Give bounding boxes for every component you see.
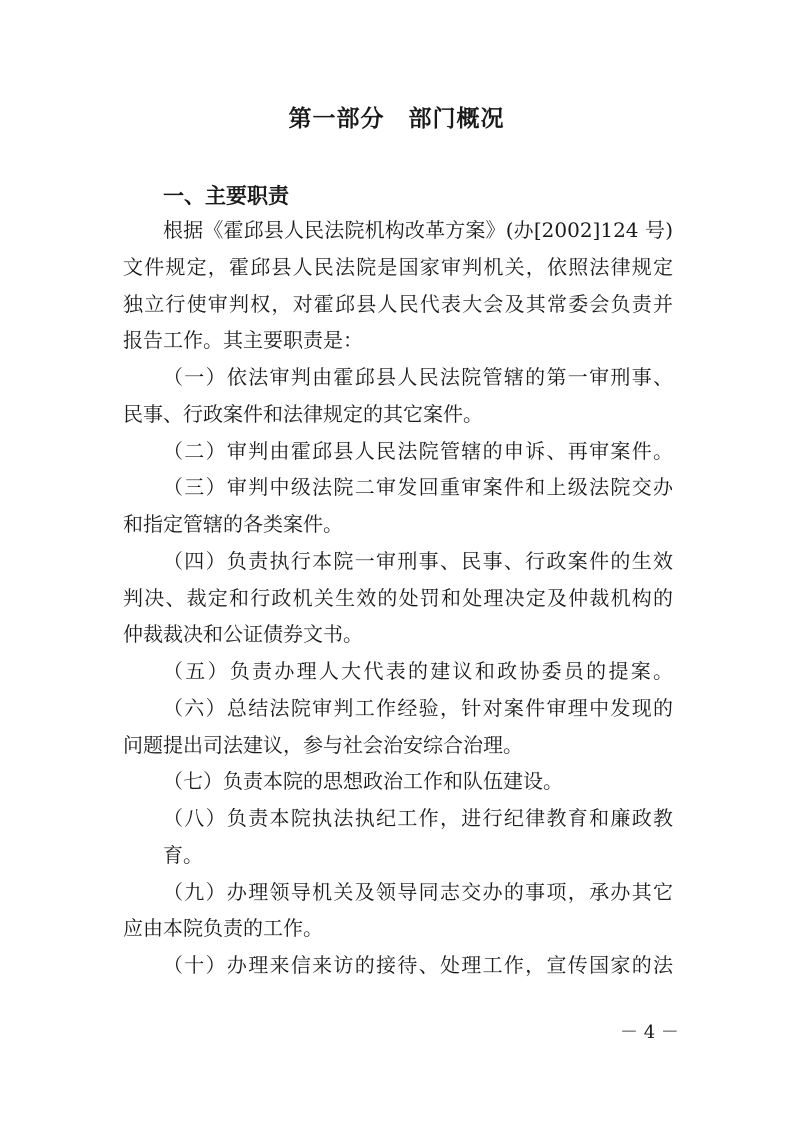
body-text	[123, 212, 673, 984]
text-line: （二）审判由霍邱县人民法院管辖的申诉、再审案件。	[163, 438, 673, 463]
text-line: 民事、行政案件和法律规定的其它案件。	[123, 401, 483, 426]
page-number: － 4 －	[620, 1022, 679, 1043]
text-line: 独立行使审判权，对霍邱县人民代表大会及其常委会负责并	[123, 291, 673, 316]
text-line: （一）依法审判由霍邱县人民法院管辖的第一审刑事、	[163, 365, 673, 389]
text-line: 文件规定，霍邱县人民法院是国家审判机关，依照法律规定	[123, 254, 673, 279]
text-line: （四）负责执行本院一审刑事、民事、行政案件的生效	[163, 548, 673, 573]
text-line: 应由本院负责的工作。	[123, 916, 323, 941]
text-line: 根据《霍邱县人民法院机构改革方案》(办[2002]124 号)	[163, 218, 673, 242]
text-line: 和指定管辖的各类案件。	[123, 512, 343, 536]
text-line: （六）总结法院审判工作经验，针对案件审理中发现的	[163, 695, 673, 720]
text-line: 报告工作。其主要职责是：	[123, 328, 363, 353]
text-line: （五）负责办理人大代表的建议和政协委员的提案。	[163, 659, 673, 683]
text-line: 仲裁裁决和公证债券文书。	[123, 622, 363, 647]
text-line: 问题提出司法建议，参与社会治安综合治理。	[123, 732, 523, 757]
text-line: （八）负责本院执法执纪工作，进行纪律教育和廉政教	[163, 806, 673, 830]
section-heading: 一、主要职责	[163, 184, 289, 208]
text-line: 育。	[163, 842, 203, 867]
text-line: （三）审判中级法院二审发回重审案件和上级法院交办	[163, 475, 673, 500]
text-line: （十）办理来信来访的接待、处理工作，宣传国家的法	[163, 953, 673, 977]
text-line: （九）办理领导机关及领导同志交办的事项，承办其它	[163, 879, 673, 904]
text-line: 判决、裁定和行政机关生效的处罚和处理决定及仲裁机构的	[123, 585, 673, 610]
page-title: 第一部分 部门概况	[288, 106, 505, 132]
text-line: （七）负责本院的思想政治工作和队伍建设。	[163, 769, 563, 794]
